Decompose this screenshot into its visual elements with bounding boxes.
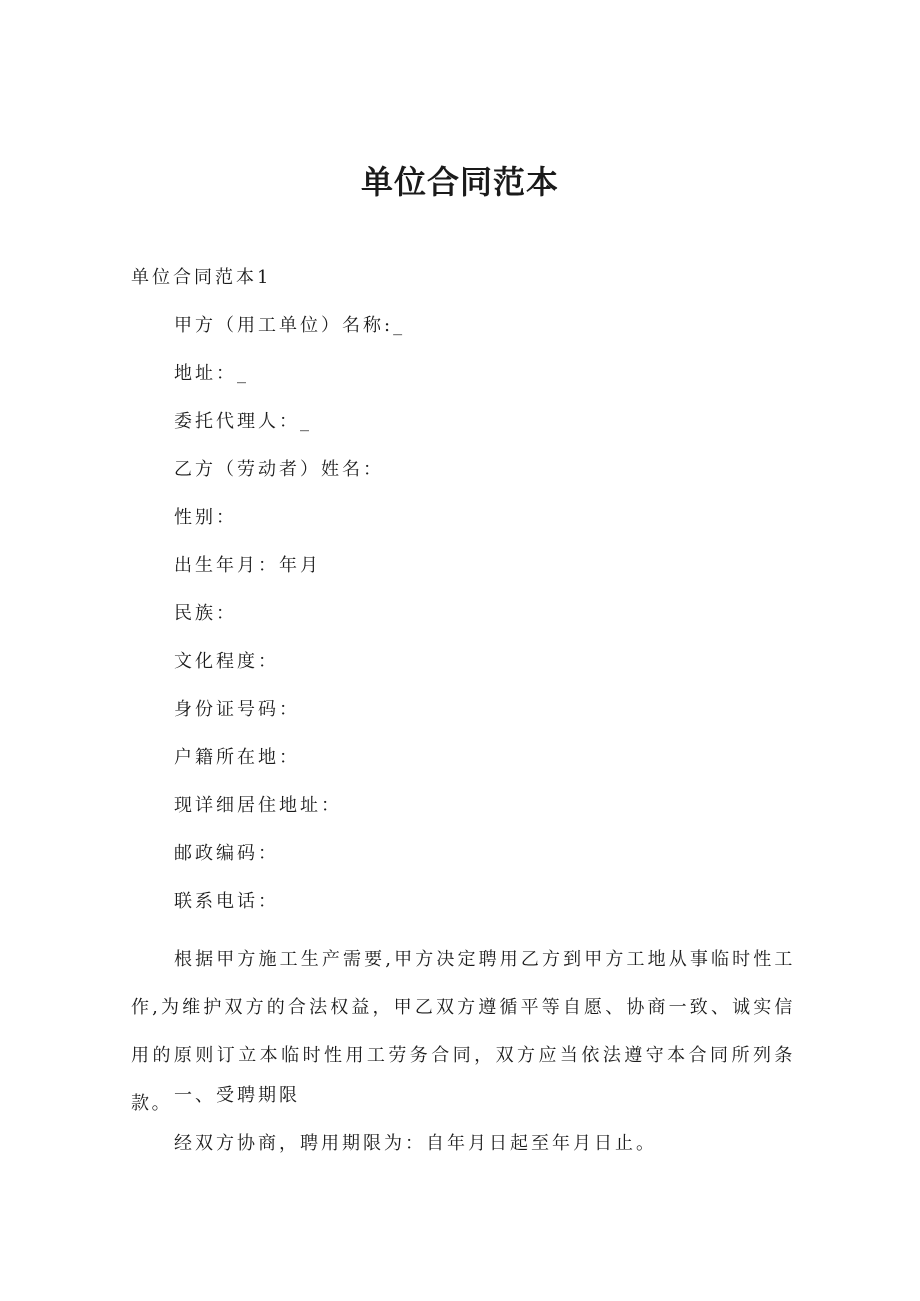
intro-paragraph: 根据甲方施工生产需要,甲方决定聘用乙方到甲方工地从事临时性工作,为维护双方的合法权益，甲乙双方遵循平等自愿、协商一致、诚实信用的原则订立本临时性用工劳务合同，双方应当依法遵守本合同所列条款。 bbox=[131, 949, 795, 1114]
field-birth-date: 出生年月：年月 bbox=[174, 555, 321, 576]
field-phone: 联系电话： bbox=[174, 891, 279, 912]
party-info-fields bbox=[174, 312, 405, 936]
field-current-address: 现详细居住地址： bbox=[174, 795, 342, 816]
section-heading: 单位合同范本1 bbox=[131, 267, 272, 288]
document-title: 单位合同范本 bbox=[360, 163, 559, 201]
field-ethnicity: 民族： bbox=[174, 603, 237, 624]
field-address: 地址：_ bbox=[174, 363, 249, 384]
field-party-a-name: 甲方（用工单位）名称:_ bbox=[174, 315, 406, 336]
field-agent: 委托代理人：_ bbox=[174, 411, 312, 432]
field-party-b-name: 乙方（劳动者）姓名： bbox=[174, 459, 384, 480]
clause-1-heading: 一、受聘期限 bbox=[174, 1085, 300, 1106]
field-id-number: 身份证号码： bbox=[174, 699, 300, 720]
field-household-registration: 户籍所在地： bbox=[174, 747, 300, 768]
clause-1-text: 经双方协商，聘用期限为：自年月日起至年月日止。 bbox=[174, 1133, 657, 1154]
field-gender: 性别： bbox=[174, 507, 237, 528]
field-postal-code: 邮政编码： bbox=[174, 843, 279, 864]
field-education: 文化程度： bbox=[174, 651, 279, 672]
